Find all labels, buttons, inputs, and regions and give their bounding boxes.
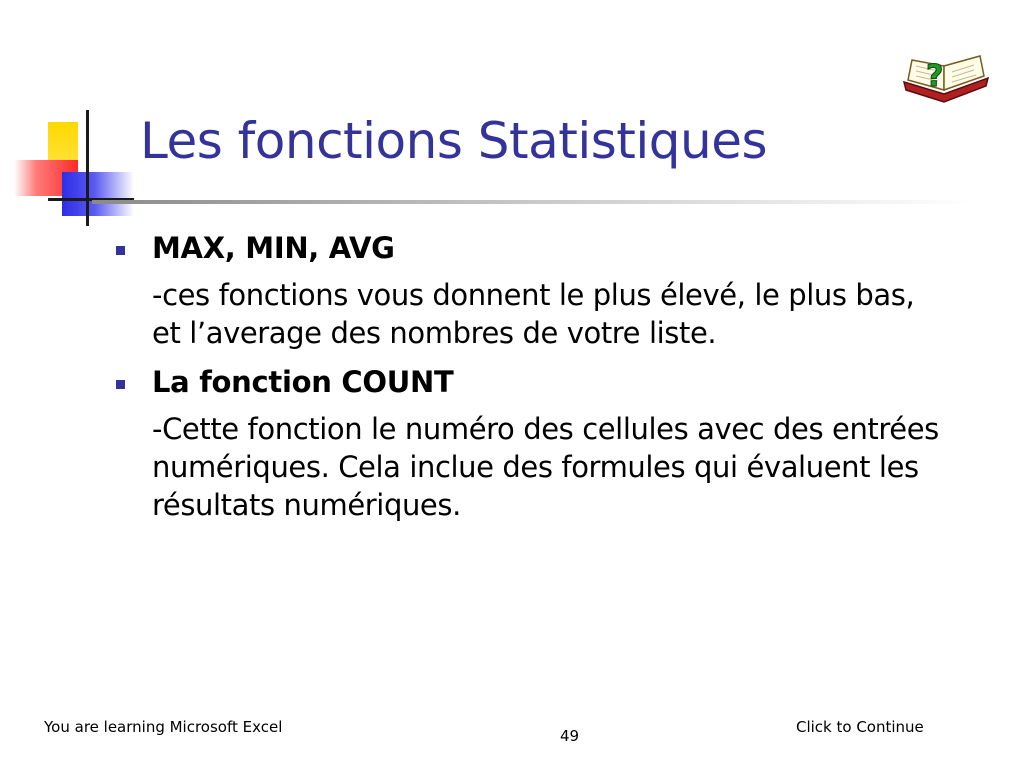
bullet-description: -Cette fonction le numéro des cellules avec des entrées numériques. Cela inclue des formules qui évaluent les résultats numériques. bbox=[152, 412, 939, 522]
page-number: 49 bbox=[560, 727, 580, 745]
bullet-heading: MAX, MIN, AVG bbox=[152, 231, 395, 265]
svg-text:?: ? bbox=[926, 59, 944, 94]
slide-title: Les fonctions Statistiques bbox=[140, 112, 768, 170]
bullet-item bbox=[152, 360, 952, 524]
bullet-heading: La fonction COUNT bbox=[152, 365, 454, 399]
bullet-description: -ces fonctions vous donnent le plus élevé, le plus bas, et l’average des nombres de votre liste. bbox=[152, 278, 915, 350]
continue-link[interactable]: Click to Continue bbox=[796, 718, 924, 736]
decor-vertical-line bbox=[86, 110, 89, 226]
bullet-item bbox=[152, 226, 952, 352]
footer-course-label: You are learning Microsoft Excel bbox=[44, 718, 283, 736]
bullet-list bbox=[152, 226, 952, 524]
bullet-square-icon bbox=[116, 246, 125, 255]
question-book-icon[interactable] bbox=[900, 52, 992, 112]
bullet-square-icon bbox=[116, 380, 125, 389]
title-underline bbox=[92, 200, 972, 204]
decor-blue-block bbox=[62, 172, 134, 216]
